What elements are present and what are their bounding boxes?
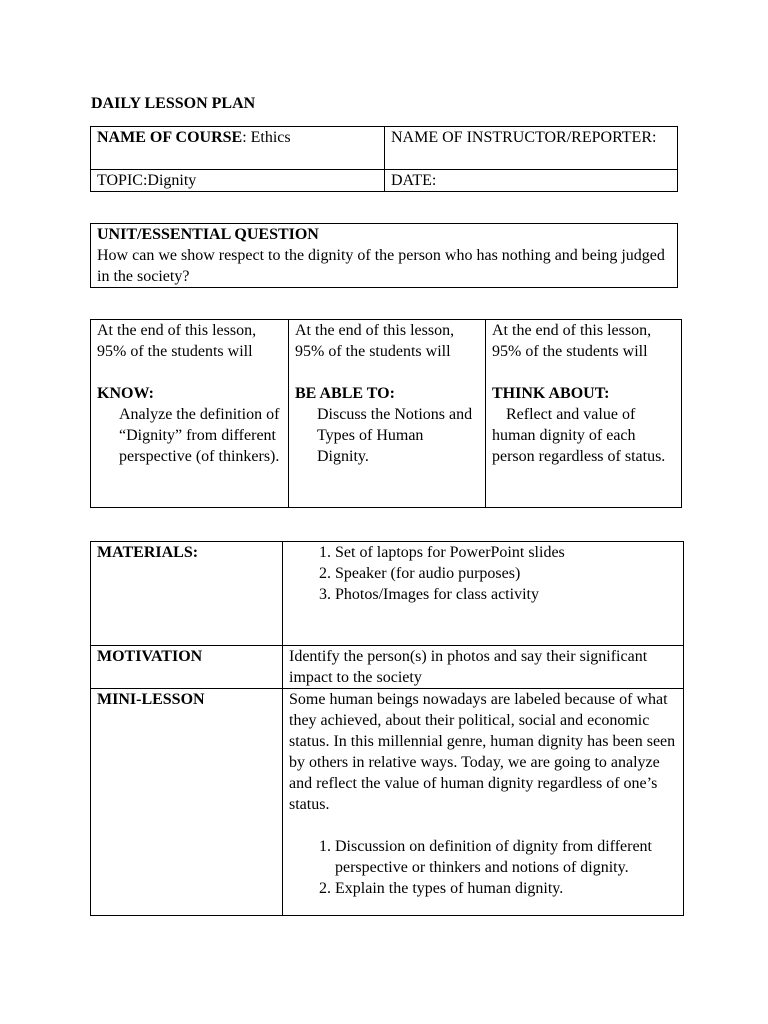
minilesson-row	[91, 689, 684, 916]
materials-cell	[283, 542, 684, 646]
document-title: DAILY LESSON PLAN	[91, 95, 256, 112]
motivation-text: Identify the person(s) in photos and say their significant impact to the society	[283, 646, 684, 689]
list-item: 2. Explain the types of human dignity.	[335, 878, 677, 899]
topic-cell	[91, 170, 385, 192]
motivation-label: MOTIVATION	[91, 646, 283, 689]
know-intro: At the end of this lesson, 95% of the students will	[97, 322, 257, 360]
materials-label: MATERIALS:	[91, 542, 283, 646]
instructor-cell	[385, 127, 678, 170]
instructor-label: NAME OF INSTRUCTOR/REPORTER:	[391, 129, 657, 146]
topic-label: TOPIC:Dignity	[97, 172, 197, 189]
list-item: 3. Photos/Images for class activity	[335, 584, 677, 605]
essential-cell	[91, 224, 678, 288]
objectives-row	[91, 320, 682, 508]
minilesson-cell	[283, 689, 684, 916]
think-text: Reflect and value of human dignity of each person regardless of status.	[492, 406, 666, 465]
able-heading: BE ABLE TO:	[295, 385, 395, 402]
know-heading: KNOW:	[97, 385, 154, 402]
think-cell	[486, 320, 682, 508]
able-intro: At the end of this lesson, 95% of the students will	[295, 322, 455, 360]
motivation-row	[91, 646, 684, 689]
date-label: DATE:	[391, 172, 437, 189]
list-item: 1. Set of laptops for PowerPoint slides	[335, 542, 677, 563]
minilesson-list	[289, 836, 677, 899]
course-value: : Ethics	[242, 129, 291, 146]
essential-question-table	[90, 223, 678, 288]
header-row-course	[91, 127, 678, 170]
plan-table	[90, 541, 684, 916]
header-row-topic	[91, 170, 678, 192]
minilesson-label: MINI-LESSON	[91, 689, 283, 916]
course-label: NAME OF COURSE	[97, 129, 243, 146]
know-text: Analyze the definition of “Dignity” from different perspective (of thinkers).	[119, 406, 280, 465]
list-item: 2. Speaker (for audio purposes)	[335, 563, 677, 584]
essential-question: How can we show respect to the dignity of the person who has nothing and being judged in the society?	[97, 247, 665, 285]
course-cell	[91, 127, 385, 170]
essential-row	[91, 224, 678, 288]
know-cell	[91, 320, 289, 508]
think-heading: THINK ABOUT:	[492, 385, 610, 402]
materials-list	[289, 542, 677, 605]
essential-heading: UNIT/ESSENTIAL QUESTION	[97, 226, 319, 243]
able-cell	[289, 320, 486, 508]
date-cell	[385, 170, 678, 192]
list-item: 1. Discussion on definition of dignity from different perspective or thinkers and notions of dignity.	[335, 836, 677, 878]
able-text: Discuss the Notions and Types of Human Dignity.	[317, 406, 473, 465]
header-table	[90, 126, 678, 192]
objectives-table	[90, 319, 682, 508]
minilesson-text: Some human beings nowadays are labeled because of what they achieved, about their political, social and economic status. In this millennial genre, human dignity has been seen by others in relative ways. Today, we are going to analyze and reflect the value of human dignity regardless of one’s status.	[289, 691, 676, 813]
materials-row	[91, 542, 684, 646]
think-intro: At the end of this lesson, 95% of the students will	[492, 322, 652, 360]
